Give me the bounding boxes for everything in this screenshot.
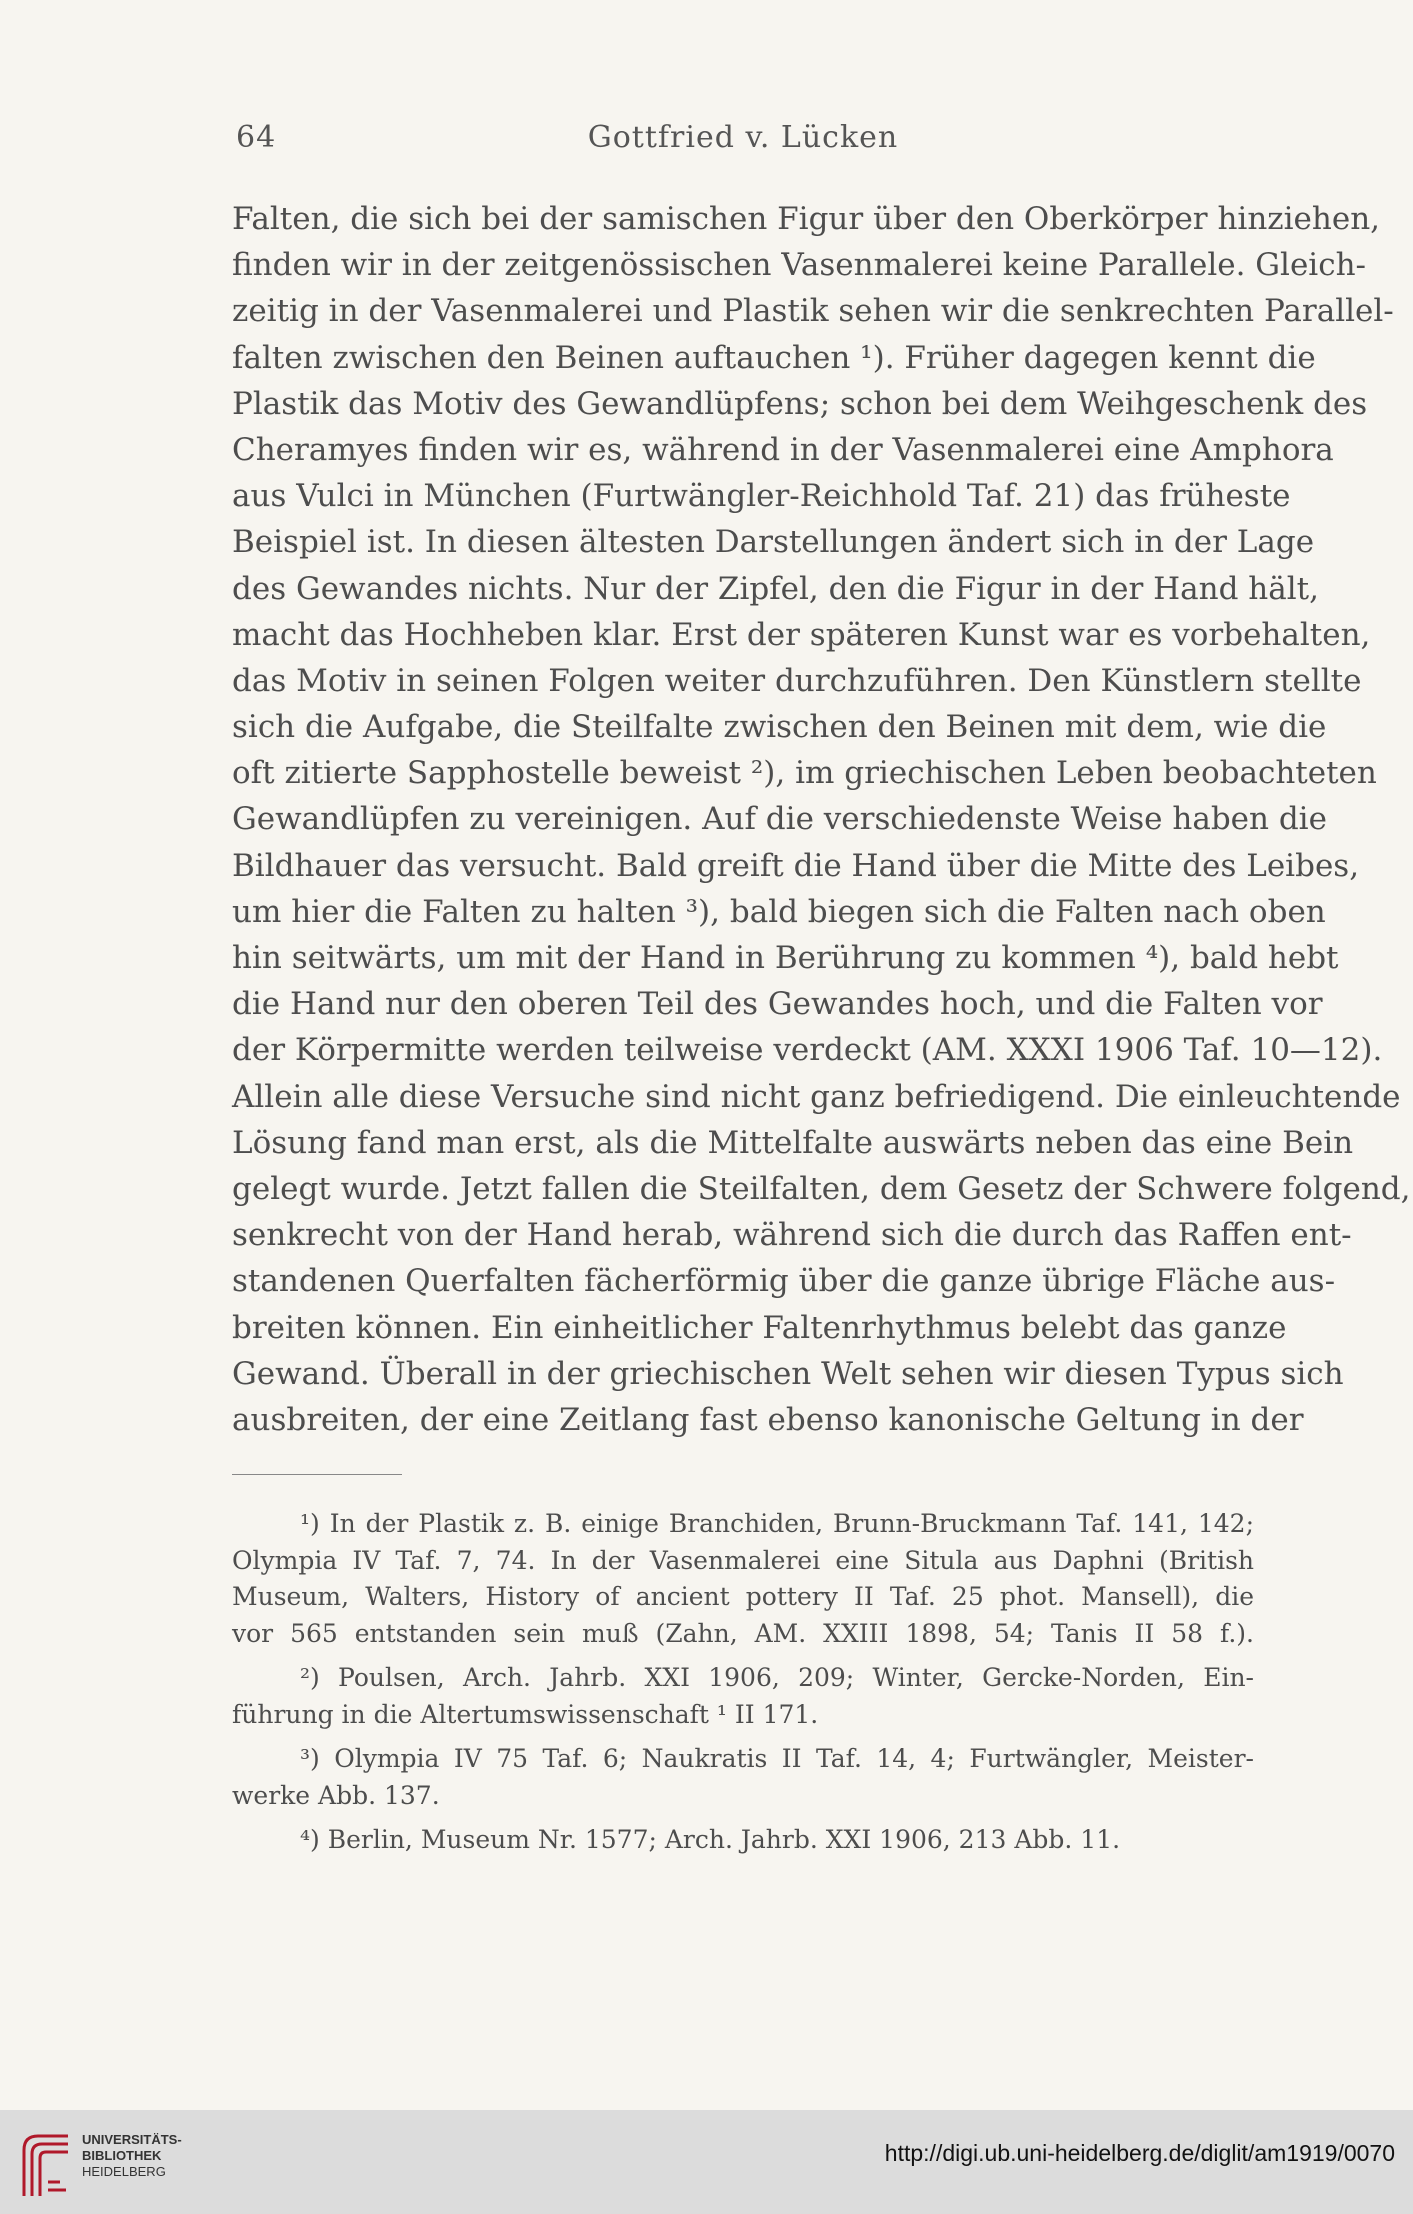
body-line: Bildhauer das versucht. Bald greift die Hand über die Mitte des Leibes,	[232, 847, 1360, 884]
footnotes	[232, 1506, 1254, 1859]
body-line: hin seitwärts, um mit der Hand in Berührung zu kommen ⁴), bald hebt	[232, 940, 1339, 976]
running-title: Gottfried v. Lücken	[587, 120, 899, 155]
footnote-line: führung in die Altertumswissenschaft ¹ II 171.	[232, 1699, 819, 1729]
footnote-line: werke Abb. 137.	[232, 1780, 440, 1810]
library-logo-icon	[16, 2128, 76, 2198]
body-line: Gewandlüpfen zu vereinigen. Auf die verschiedenste Weise haben die	[232, 801, 1327, 838]
footnote-1	[232, 1506, 1254, 1652]
body-line: um hier die Falten zu halten ³), bald biegen sich die Falten nach oben	[232, 893, 1326, 930]
body-line: oft zitierte Sapphostelle beweist ²), im griechischen Leben beobachteten	[232, 755, 1377, 792]
library-name	[82, 2132, 182, 2180]
footnote-divider	[232, 1474, 402, 1475]
body-line: ausbreiten, der eine Zeitlang fast ebenso kanonische Geltung in der	[232, 1401, 1304, 1438]
library-name-line2: BIBLIOTHEK	[82, 2148, 162, 2163]
footnote-line: ²) Poulsen, Arch. Jahrb. XXI 1906, 209; Winter, Gercke-Norden, Ein-	[300, 1663, 1254, 1692]
footnote-line: ³) Olympia IV 75 Taf. 6; Naukratis II Taf. 14, 4; Furtwängler, Meister-	[300, 1744, 1254, 1773]
library-name-line3: HEIDELBERG	[82, 2164, 166, 2179]
body-text	[232, 196, 1411, 1443]
body-line: des Gewandes nichts. Nur der Zipfel, den die Figur in der Hand hält,	[232, 570, 1319, 607]
body-line: Lösung fand man erst, als die Mittelfalte auswärts neben das eine Bein	[232, 1124, 1354, 1161]
body-line: falten zwischen den Beinen auftauchen ¹). Früher dagegen kennt die	[232, 339, 1316, 376]
body-line: senkrecht von der Hand herab, während sich die durch das Raffen ent-	[232, 1217, 1352, 1254]
footnote-line: Olympia IV Taf. 7, 74. In der Vasenmalerei eine Situla aus Daphni (British	[232, 1545, 1254, 1575]
body-line: Gewand. Überall in der griechischen Welt sehen wir diesen Typus sich	[232, 1355, 1344, 1392]
body-line: macht das Hochheben klar. Erst der späteren Kunst war es vorbehalten,	[232, 616, 1371, 653]
body-line: die Hand nur den oberen Teil des Gewandes hoch, und die Falten vor	[232, 986, 1323, 1023]
body-line: breiten können. Ein einheitlicher Faltenrhythmus belebt das ganze	[232, 1309, 1287, 1346]
body-line: sich die Aufgabe, die Steilfalte zwischen den Beinen mit dem, wie die	[232, 709, 1327, 746]
body-line: standenen Querfalten fächerförmig über die ganze übrige Fläche aus-	[232, 1263, 1336, 1300]
body-line: finden wir in der zeitgenössischen Vasenmalerei keine Parallele. Gleich-	[232, 247, 1367, 284]
body-line: gelegt wurde. Jetzt fallen die Steilfalten, dem Gesetz der Schwere folgend,	[232, 1170, 1411, 1207]
footer-bar	[0, 2110, 1413, 2214]
body-line: Plastik das Motiv des Gewandlüpfens; schon bei dem Weihgeschenk des	[232, 385, 1368, 422]
footnote-4	[232, 1822, 1254, 1859]
body-line: aus Vulci in München (Furtwängler-Reichhold Taf. 21) das früheste	[232, 478, 1291, 515]
body-line: der Körpermitte werden teilweise verdeckt (AM. XXXI 1906 Taf. 10—12).	[232, 1032, 1383, 1069]
page-number: 64	[236, 120, 277, 155]
library-name-line1: UNIVERSITÄTS-	[82, 2132, 182, 2147]
body-line: Falten, die sich bei der samischen Figur über den Oberkörper hinziehen,	[232, 201, 1381, 237]
body-line: Beispiel ist. In diesen ältesten Darstellungen ändert sich in der Lage	[232, 524, 1315, 561]
footnote-line: vor 565 entstanden sein muß (Zahn, AM. XXIII 1898, 54; Tanis II 58 f.).	[232, 1618, 1254, 1648]
source-url[interactable]: http://digi.ub.uni-heidelberg.de/diglit/am1919/0070	[884, 2140, 1395, 2166]
footnote-line: ¹) In der Plastik z. B. einige Branchiden, Brunn-Bruckmann Taf. 141, 142;	[300, 1509, 1254, 1538]
body-line: Allein alle diese Versuche sind nicht ganz befriedigend. Die einleuchtende	[232, 1078, 1401, 1115]
footnote-line: Museum, Walters, History of ancient pottery II Taf. 25 phot. Mansell), die	[232, 1582, 1254, 1611]
body-line: Cheramyes finden wir es, während in der Vasenmalerei eine Amphora	[232, 431, 1334, 468]
footnote-line: ⁴) Berlin, Museum Nr. 1577; Arch. Jahrb. XXI 1906, 213 Abb. 11.	[300, 1825, 1121, 1854]
footnote-3	[232, 1741, 1254, 1814]
body-line: zeitig in der Vasenmalerei und Plastik sehen wir die senkrechten Parallel-	[232, 293, 1394, 330]
body-line: das Motiv in seinen Folgen weiter durchzuführen. Den Künstlern stellte	[232, 662, 1362, 699]
page-header	[232, 120, 1254, 170]
footnote-2	[232, 1660, 1254, 1733]
